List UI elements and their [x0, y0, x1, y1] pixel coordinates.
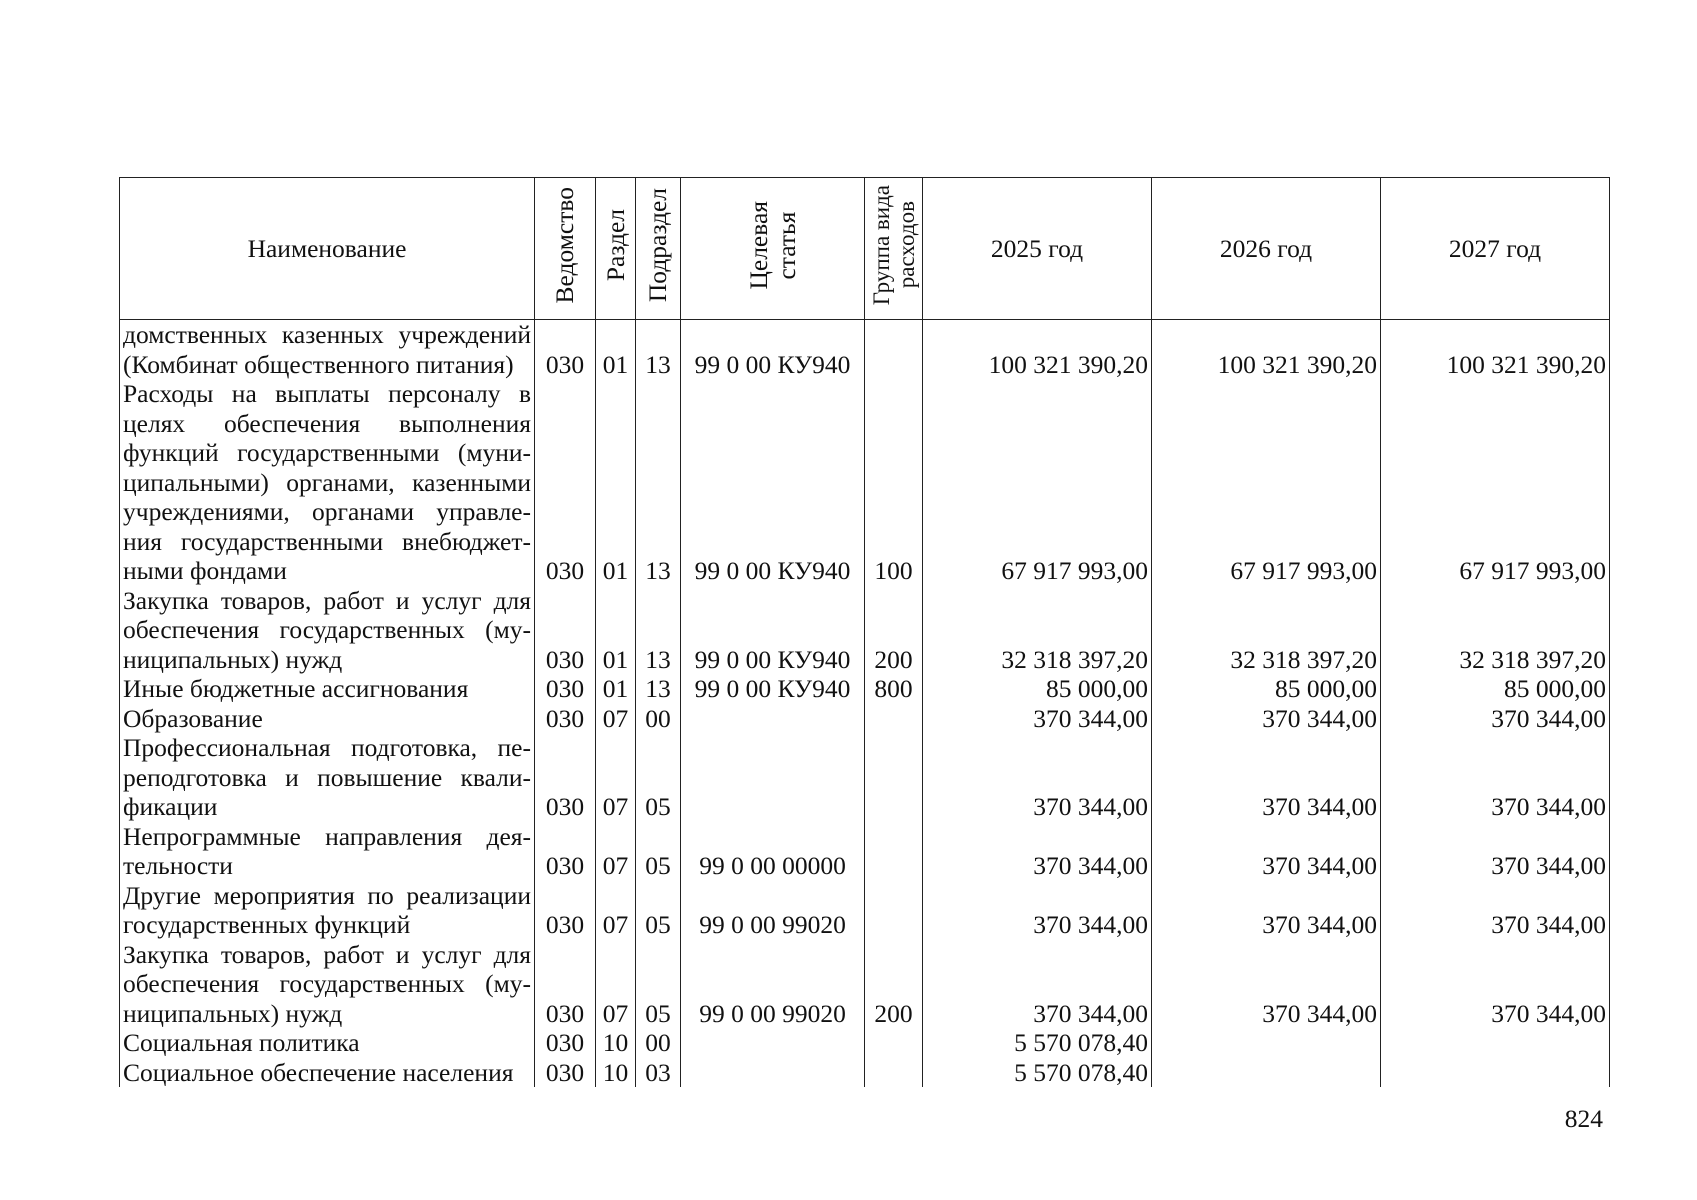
cell-2027: 370 344,00 — [1381, 822, 1610, 881]
cell-razdel: 10 — [596, 1058, 636, 1088]
cell-name: Социальное обеспечение населения — [120, 1058, 535, 1088]
cell-2025: 370 344,00 — [923, 940, 1152, 1029]
cell-name: Социальная политика — [120, 1028, 535, 1058]
cell-podrazdel: 13 — [636, 320, 681, 380]
cell-gruppa-vida: 100 — [865, 379, 923, 586]
cell-2026: 370 344,00 — [1152, 733, 1381, 822]
table-row — [120, 881, 1610, 940]
cell-podrazdel: 00 — [636, 1028, 681, 1058]
cell-2026: 100 321 390,20 — [1152, 320, 1381, 380]
cell-2027: 370 344,00 — [1381, 881, 1610, 940]
header-2026: 2026 год — [1152, 178, 1381, 320]
cell-podrazdel: 13 — [636, 379, 681, 586]
cell-vedomstvo: 030 — [535, 704, 596, 734]
header-podrazdel: Подраздел — [636, 178, 681, 320]
cell-vedomstvo: 030 — [535, 822, 596, 881]
cell-name: Образование — [120, 704, 535, 734]
cell-podrazdel: 03 — [636, 1058, 681, 1088]
cell-celevaya-statya: 99 0 00 00000 — [681, 822, 865, 881]
cell-2025: 370 344,00 — [923, 881, 1152, 940]
cell-podrazdel: 05 — [636, 881, 681, 940]
cell-2027 — [1381, 1058, 1610, 1088]
cell-gruppa-vida — [865, 822, 923, 881]
cell-2027: 370 344,00 — [1381, 733, 1610, 822]
header-name: Наименование — [120, 178, 535, 320]
cell-2027: 370 344,00 — [1381, 940, 1610, 1029]
cell-2026 — [1152, 1028, 1381, 1058]
cell-razdel: 10 — [596, 1028, 636, 1058]
cell-2026: 67 917 993,00 — [1152, 379, 1381, 586]
cell-gruppa-vida — [865, 704, 923, 734]
table-row — [120, 940, 1610, 1029]
cell-celevaya-statya: 99 0 00 99020 — [681, 881, 865, 940]
table-row — [120, 704, 1610, 734]
cell-celevaya-statya — [681, 704, 865, 734]
cell-gruppa-vida — [865, 1028, 923, 1058]
header-razdel: Раздел — [596, 178, 636, 320]
cell-vedomstvo: 030 — [535, 379, 596, 586]
cell-gruppa-vida: 800 — [865, 674, 923, 704]
cell-razdel: 01 — [596, 674, 636, 704]
cell-celevaya-statya: 99 0 00 КУ940 — [681, 379, 865, 586]
table-row — [120, 379, 1610, 586]
cell-name: Непрограммные направления дея-тельности — [120, 822, 535, 881]
cell-razdel: 01 — [596, 320, 636, 380]
cell-2025: 370 344,00 — [923, 733, 1152, 822]
table-row — [120, 586, 1610, 675]
cell-celevaya-statya — [681, 1058, 865, 1088]
table-row — [120, 1028, 1610, 1058]
cell-gruppa-vida: 200 — [865, 586, 923, 675]
cell-2027: 85 000,00 — [1381, 674, 1610, 704]
cell-2027: 67 917 993,00 — [1381, 379, 1610, 586]
header-2025: 2025 год — [923, 178, 1152, 320]
table-body — [120, 320, 1610, 1088]
header-vedomstvo: Ведомство — [535, 178, 596, 320]
cell-2026: 370 344,00 — [1152, 881, 1381, 940]
cell-name: Профессиональная подготовка, пе-реподготовка и повышение квали-фикации — [120, 733, 535, 822]
cell-gruppa-vida — [865, 320, 923, 380]
cell-2026: 370 344,00 — [1152, 940, 1381, 1029]
cell-2027: 370 344,00 — [1381, 704, 1610, 734]
cell-razdel: 07 — [596, 704, 636, 734]
cell-podrazdel: 13 — [636, 586, 681, 675]
cell-gruppa-vida: 200 — [865, 940, 923, 1029]
cell-gruppa-vida — [865, 733, 923, 822]
cell-2025: 5 570 078,40 — [923, 1028, 1152, 1058]
cell-2027: 100 321 390,20 — [1381, 320, 1610, 380]
table-row — [120, 674, 1610, 704]
table-row — [120, 320, 1610, 380]
cell-razdel: 01 — [596, 379, 636, 586]
cell-gruppa-vida — [865, 881, 923, 940]
cell-name: домственных казенных учреждений (Комбинат общественного питания) — [120, 320, 535, 380]
header-celevaya-statya: Целевая статья — [681, 178, 865, 320]
cell-2025: 67 917 993,00 — [923, 379, 1152, 586]
cell-razdel: 01 — [596, 586, 636, 675]
cell-2025: 85 000,00 — [923, 674, 1152, 704]
cell-2026: 85 000,00 — [1152, 674, 1381, 704]
table-header — [120, 178, 1610, 320]
cell-2027 — [1381, 1028, 1610, 1058]
budget-table — [119, 177, 1610, 1087]
cell-razdel: 07 — [596, 733, 636, 822]
header-2027: 2027 год — [1381, 178, 1610, 320]
cell-name: Другие мероприятия по реализации государственных функций — [120, 881, 535, 940]
cell-celevaya-statya: 99 0 00 КУ940 — [681, 320, 865, 380]
cell-vedomstvo: 030 — [535, 1028, 596, 1058]
cell-2025: 370 344,00 — [923, 822, 1152, 881]
cell-gruppa-vida — [865, 1058, 923, 1088]
cell-vedomstvo: 030 — [535, 940, 596, 1029]
cell-podrazdel: 05 — [636, 940, 681, 1029]
table-row — [120, 1058, 1610, 1088]
cell-celevaya-statya — [681, 733, 865, 822]
cell-2025: 370 344,00 — [923, 704, 1152, 734]
cell-2025: 100 321 390,20 — [923, 320, 1152, 380]
cell-razdel: 07 — [596, 881, 636, 940]
cell-vedomstvo: 030 — [535, 586, 596, 675]
cell-2026: 32 318 397,20 — [1152, 586, 1381, 675]
cell-razdel: 07 — [596, 822, 636, 881]
cell-celevaya-statya: 99 0 00 КУ940 — [681, 586, 865, 675]
cell-celevaya-statya — [681, 1028, 865, 1058]
cell-razdel: 07 — [596, 940, 636, 1029]
page-number: 824 — [1564, 1104, 1603, 1133]
cell-vedomstvo: 030 — [535, 674, 596, 704]
cell-vedomstvo: 030 — [535, 733, 596, 822]
cell-name: Иные бюджетные ассигнования — [120, 674, 535, 704]
cell-celevaya-statya: 99 0 00 КУ940 — [681, 674, 865, 704]
table-row — [120, 822, 1610, 881]
table-row — [120, 733, 1610, 822]
cell-2025: 5 570 078,40 — [923, 1058, 1152, 1088]
cell-2026: 370 344,00 — [1152, 822, 1381, 881]
cell-podrazdel: 00 — [636, 704, 681, 734]
cell-2025: 32 318 397,20 — [923, 586, 1152, 675]
cell-2026 — [1152, 1058, 1381, 1088]
cell-2027: 32 318 397,20 — [1381, 586, 1610, 675]
cell-vedomstvo: 030 — [535, 320, 596, 380]
cell-vedomstvo: 030 — [535, 881, 596, 940]
cell-podrazdel: 05 — [636, 822, 681, 881]
cell-2026: 370 344,00 — [1152, 704, 1381, 734]
cell-name: Расходы на выплаты персоналу в целях обеспечения выполнения функций государственными (муни-ципальными) органами, казенными учреждениями, органами управле-ния государственными внебюджет-ными фондами — [120, 379, 535, 586]
cell-vedomstvo: 030 — [535, 1058, 596, 1088]
cell-podrazdel: 13 — [636, 674, 681, 704]
cell-name: Закупка товаров, работ и услуг для обеспечения государственных (му-ниципальных) нужд — [120, 586, 535, 675]
cell-celevaya-statya: 99 0 00 99020 — [681, 940, 865, 1029]
header-gruppa-vida-rashodov: Группа вида расходов — [865, 178, 923, 320]
cell-name: Закупка товаров, работ и услуг для обеспечения государственных (му-ниципальных) нужд — [120, 940, 535, 1029]
cell-podrazdel: 05 — [636, 733, 681, 822]
